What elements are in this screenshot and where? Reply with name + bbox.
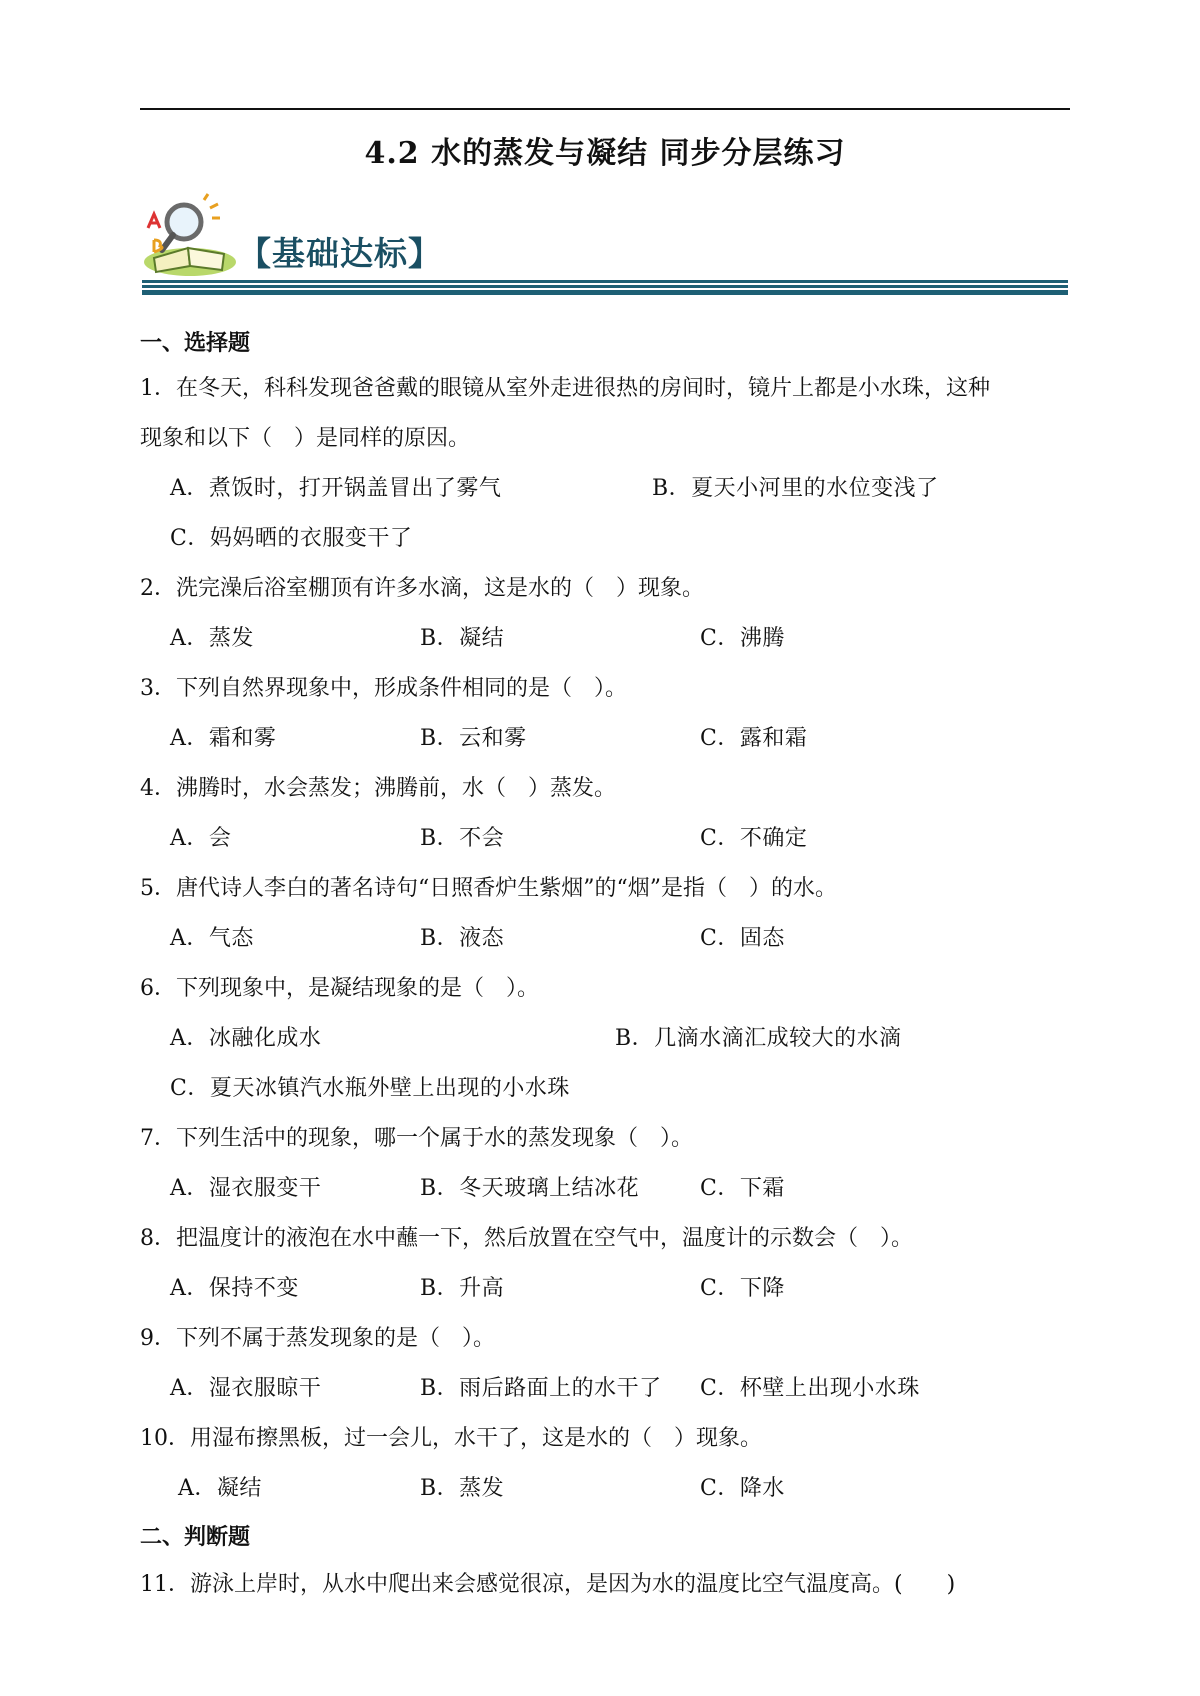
question-5-line-1: 5．唐代诗人李白的著名诗句“日照香炉生紫烟”的“烟”是指（ ）的水。 [140,876,837,901]
question-2-line-1: 2．洗完澡后浴室棚顶有许多水滴，这是水的（ ）现象。 [140,576,704,601]
question-8-line-1: 8．把温度计的液泡在水中蘸一下，然后放置在空气中，温度计的示数会（ ）。 [140,1226,913,1251]
question-4-option-a: A．会 [170,826,232,851]
question-9-line-1: 9．下列不属于蒸发现象的是（ ）。 [140,1326,495,1351]
question-1-option-c: C．妈妈晒的衣服变干了 [170,526,413,551]
question-6-option-c: C．夏天冰镇汽水瓶外壁上出现的小水珠 [170,1076,570,1101]
question-7-option-a: A．湿衣服变干 [170,1176,322,1201]
question-3-option-b: B．云和雾 [420,726,527,751]
question-8-option-c: C．下降 [700,1276,785,1301]
section-title-choice: 一、选择题 [140,330,251,356]
section-banner-label: 【基础达标】 [238,234,442,273]
magnifier-book-logo-icon [140,192,250,282]
question-6-line-1: 6．下列现象中，是凝结现象的是（ ）。 [140,976,539,1001]
question-9-option-c: C．杯壁上出现小水珠 [700,1376,920,1401]
question-5-option-c: C．固态 [700,926,785,951]
banner-band [142,290,1068,295]
question-1-option-b: B．夏天小河里的水位变浅了 [652,476,939,501]
question-8-option-a: A．保持不变 [170,1276,299,1301]
question-9-option-a: A．湿衣服晾干 [170,1376,322,1401]
banner-band [142,280,1068,283]
question-6-option-a: A．冰融化成水 [170,1026,322,1051]
question-9-option-b: B．雨后路面上的水干了 [420,1376,662,1401]
question-7-option-b: B．冬天玻璃上结冰花 [420,1176,640,1201]
page-title: 4.2 水的蒸发与凝结 同步分层练习 [364,136,846,171]
question-11-line-1: 11．游泳上岸时，从水中爬出来会感觉很凉，是因为水的温度比空气温度高。( ) [140,1572,956,1597]
banner-band [142,285,1068,288]
question-5-option-b: B．液态 [420,926,505,951]
question-10-option-b: B．蒸发 [420,1476,505,1501]
question-1-option-a: A．煮饭时，打开锅盖冒出了雾气 [170,476,502,501]
question-2-option-a: A．蒸发 [170,626,254,651]
question-1-line-1: 1．在冬天，科科发现爸爸戴的眼镜从室外走进很热的房间时，镜片上都是小水珠，这种 [140,376,990,401]
question-3-line-1: 3．下列自然界现象中，形成条件相同的是（ ）。 [140,676,627,701]
question-3-option-c: C．露和霜 [700,726,808,751]
section-banner [140,192,1070,302]
question-10-option-a: A．凝结 [178,1476,262,1501]
question-4-option-c: C．不确定 [700,826,808,851]
question-8-option-b: B．升高 [420,1276,505,1301]
question-6-option-b: B．几滴水滴汇成较大的水滴 [615,1026,902,1051]
question-7-line-1: 7．下列生活中的现象，哪一个属于水的蒸发现象（ ）。 [140,1126,693,1151]
question-3-option-a: A．霜和雾 [170,726,277,751]
question-1-line-2: 现象和以下（ ）是同样的原因。 [140,426,471,451]
question-4-option-b: B．不会 [420,826,505,851]
question-2-option-c: C．沸腾 [700,626,785,651]
section-title-judge: 二、判断题 [140,1524,251,1550]
question-2-option-b: B．凝结 [420,626,505,651]
question-10-option-c: C．降水 [700,1476,785,1501]
question-7-option-c: C．下霜 [700,1176,785,1201]
question-10-line-1: 10．用湿布擦黑板，过一会儿，水干了，这是水的（ ）现象。 [140,1426,762,1451]
header-rule [140,108,1070,110]
question-5-option-a: A．气态 [170,926,254,951]
question-4-line-1: 4．沸腾时，水会蒸发；沸腾前，水（ ）蒸发。 [140,776,616,801]
